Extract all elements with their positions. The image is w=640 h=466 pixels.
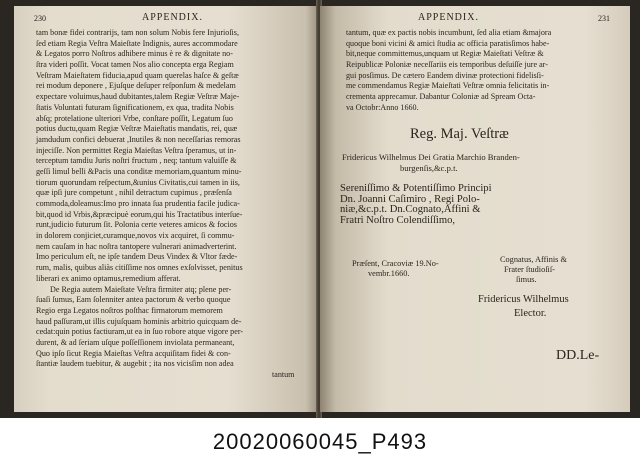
text-line: potius ductu,quam Regiæ Veſtræ Maieſtatis mandatis, rei, quæ — [36, 124, 238, 134]
running-head-right: APPENDIX. — [418, 12, 479, 23]
text-line: Veſtram Maieſtatem fiducia,apud quam querelas haſce & geſtæ — [36, 70, 239, 80]
text-line: durent, & ad ſeriam uſque poſſeſſionem inviolata permaneant, — [36, 337, 235, 347]
place-date-2: vembr.1660. — [368, 269, 410, 278]
text-line: liberari ex animo optamus,remedium afferat. — [36, 273, 181, 283]
closing-1: Cognatus, Affinis & — [500, 255, 567, 264]
text-line: Reipublicæ Poloniæ neceſſariis eis temporibus deſuiſſe jure ar- — [346, 60, 548, 70]
text-line: va Octobr:Anno 1660. — [346, 102, 419, 112]
text-line: geſſi limul belli &Pacis una conditæ memoriam,quantum minu- — [36, 166, 242, 176]
text-line: ſed etiam Regia Veſtra Maieſtate Indignis, aures accommodare — [36, 38, 238, 48]
text-line: ſtantiæ laudem tuebitur, & augebit ; ita nos vicisſim non adea — [36, 359, 234, 369]
running-head-left: APPENDIX. — [142, 12, 203, 23]
address-line: Fratri Noſtro Colendiſſimo, — [340, 215, 456, 227]
text-line: tantum, quæ ex pactis nobis incumbunt, ſed alia etiam &majora — [346, 28, 552, 37]
address-line: Sereniſſimo & Potentiſſimo Principi — [340, 183, 492, 194]
text-line: quæ ipſi jure competunt , nihil detractum cupimus , præſenſa — [36, 188, 232, 198]
text-line: expectare voluimus,haud dubitantes,talem Regiæ Veſtræ Maje- — [36, 92, 240, 102]
text-line: bit,quod id Vrbis,&præcipuè eorum,qui his Tractatibus interſue- — [36, 209, 243, 219]
signature-heading: Reg. Maj. Veſtræ — [410, 126, 509, 142]
text-line: jamdudum confici debuerat ,Inutiles & non neceſſarias remoras — [36, 134, 241, 144]
closing-2: Frater ſtudioſiſ- — [504, 265, 555, 274]
text-line: haud paſſuram,ut illis cujuſquam hominis arbitrio quicquam de- — [36, 316, 242, 326]
sender-line-1: Fridericus Wilhelmus Dei Gratia Marchio Branden- — [342, 152, 520, 162]
text-line: rei modum deponere , Ejuſque deſuper reſponſum & medelam — [36, 81, 236, 91]
image-caption: 20020060045_P493 — [212, 429, 428, 454]
left-page — [14, 6, 318, 412]
text-line: crementa apprecamur. Dabantur Coloniæ ad Spream Octa- — [346, 92, 536, 102]
text-line: quoque boni vicini & amici ſtudia ac officia paratisſimos habe- — [346, 38, 550, 48]
left-text-block — [36, 28, 294, 381]
page-number-left: 230 — [34, 14, 46, 23]
text-line: & Legatos porro Noſtros adhibere minus è re & dignitate no- — [36, 49, 233, 59]
text-line: De Regia autem Maieſtate Veſtra firmiter atq; plene per- — [50, 284, 232, 294]
text-line: ſtra videri poſſit. Vocat tamen Nos alio concepta erga Regiam — [36, 60, 234, 70]
text-line: tam bonæ fidei contrarijs, tam non solum Nobis fere Injurioſis, — [36, 28, 239, 37]
text-line: bit,neque committemus,unquam ut Regiæ Maieſtati Veſtræ & — [346, 49, 544, 59]
sender-line-2: burgenſis,&c.p.t. — [400, 163, 458, 173]
page-number-right: 231 — [598, 14, 610, 23]
catchword: DD.Le- — [556, 348, 600, 363]
signature-name-1: Fridericus Wilhelmus — [478, 294, 569, 305]
closing-3: ſimus. — [516, 275, 537, 284]
place-date-1: Præſent, Cracoviæ 19.No- — [352, 259, 439, 268]
text-line: Quo ipſo ſicut Regia Maieſtas Veſtra acquiſitam fidei & con- — [36, 348, 231, 358]
right-page — [320, 6, 630, 412]
text-line: ſuaſi ſumus, Eam ſolenniter antea pactorum & verbo quoque — [36, 295, 231, 305]
right-text-block — [346, 28, 551, 114]
signature-name-2: Elector. — [514, 308, 547, 319]
text-line: rum, malis, quibus aliàs citiſſime nos omnes exſolvisset, penitus — [36, 263, 243, 273]
text-line: runt,judicio futurum ſit. Polonia certe veteres amicos & focios — [36, 220, 237, 230]
text-line: me commendamus Regiæ Maieſtati Veſtræ omnia felicitatis in- — [346, 81, 550, 91]
address-line: Dn. Joanni Caſimiro , Regi Polo- — [340, 193, 480, 205]
text-line: ſtatis Voluntati futuram ſignificationem, ex qua, tradita Nobis — [36, 102, 234, 112]
text-line: terceptum tamdiu Juris noſtri fructum , neq; tantum valuiſſe & — [36, 156, 237, 166]
text-line: commoda,doleamus:Imo pro innata ſua prudentia facile judica- — [36, 199, 240, 208]
text-line: in dolorem conjiciet,curamque,novos vix acquiret, ſi commu- — [36, 231, 235, 241]
text-line: cedat:quin potius factiuram,ut ea in ſuo robore atque vigore per- — [36, 327, 244, 337]
text-line: Regio erga Legatos noſtros poſthac firmatorum memorem — [36, 305, 223, 315]
text-line: abſq; protelatione ulteriori Vrbe, conſtare poſſit, Legatum ſuo — [36, 113, 233, 123]
text-line: injeciſſe. Non permittet Regia Maieſtas Veſtra ſperamus, ut in- — [36, 145, 237, 155]
text-line: tantum — [272, 370, 295, 379]
text-line: Imo periculum eſt, ne ipſe tandem Deus Vindex & Vltor fæde- — [36, 252, 238, 262]
text-line: tiorum quorundam reſpectum,&unius Civitatis,cui tamen in iis, — [36, 177, 240, 187]
address-block — [340, 182, 492, 225]
text-line: nem cauſam in hac noſtra tantopere vulnerari animadverterint. — [36, 241, 237, 251]
text-line: gui posſimus. De cætero Eandem divinæ protectioni fidelisſi- — [346, 70, 544, 80]
address-line: niæ,&c.p.t. Dn.Cognato,Affini & — [340, 204, 481, 216]
